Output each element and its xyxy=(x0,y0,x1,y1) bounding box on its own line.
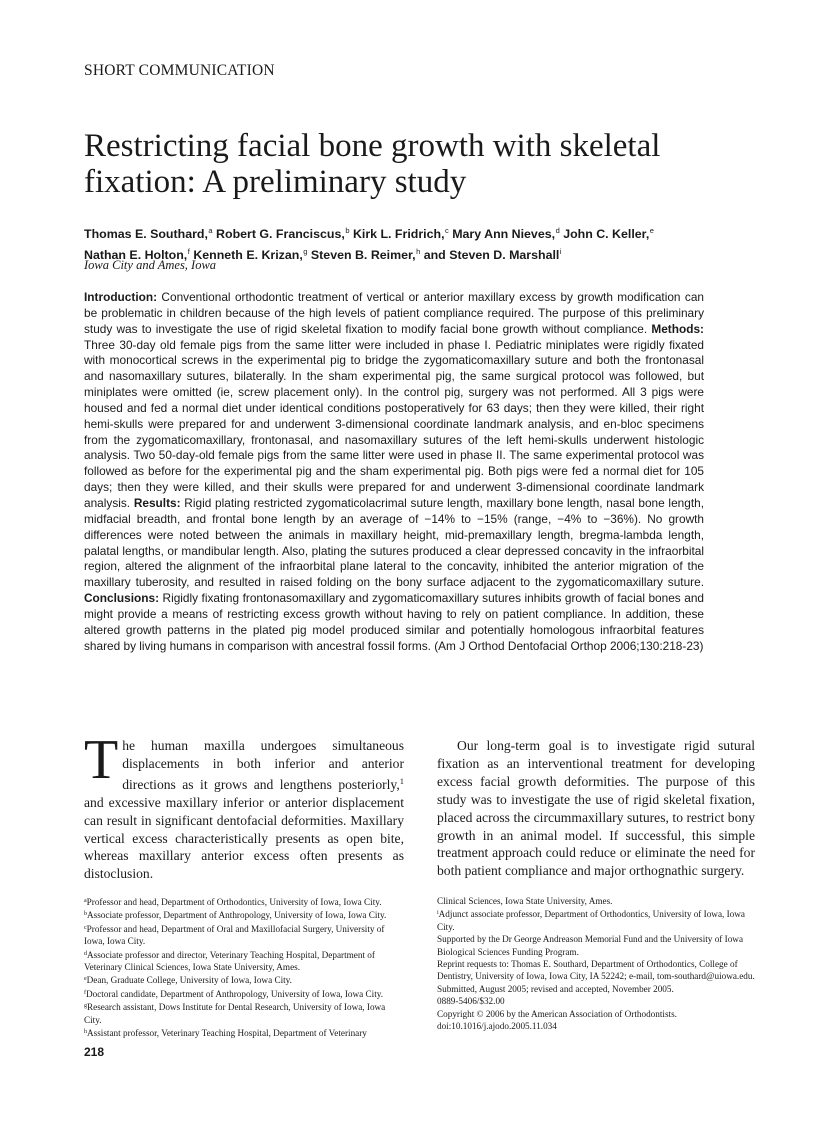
footnote: $^f$Doctoral candidate, Department of Anthropology, University of Iowa, Iowa City. xyxy=(84,988,384,999)
methods-label: Methods: xyxy=(651,321,704,336)
author: Nathan E. Holton,$^f$ xyxy=(84,247,190,262)
footnote: $^c$Professor and head, Department of Oral and Maxillofacial Surgery, University of Iowa, Iowa City. xyxy=(84,923,385,947)
footnote: Clinical Sciences, Iowa State University, Ames. xyxy=(437,896,613,906)
footnote: $^d$Associate professor and director, Veterinary Teaching Hospital, Department of Veterinary Clinical Sciences, Iowa State University, Ames. xyxy=(84,949,375,973)
author: John C. Keller,$^e$ xyxy=(563,226,654,241)
footnote: $^e$Dean, Graduate College, University of Iowa, Iowa City. xyxy=(84,975,292,986)
footnote: $^b$Associate professor, Department of Anthropology, University of Iowa, Iowa City. xyxy=(84,910,387,921)
page-number: 218 xyxy=(84,1045,105,1059)
author: Mary Ann Nieves,$^d$ xyxy=(452,226,560,241)
intro-text: Conventional orthodontic treatment of vertical or anterior maxillary excess by growth modification can be problematic in children because of the high levels of patient compliance required. The purpose of this preliminary study was to investigate the use of rigid skeletal fixation to modify facial bone growth without compliance. xyxy=(84,290,704,336)
author: Thomas E. Southard,$^a$ xyxy=(84,226,213,241)
drop-cap: T xyxy=(84,729,119,791)
footnote: $^h$Assistant professor, Veterinary Teaching Hospital, Department of Veterinary xyxy=(84,1028,367,1039)
body-text: he human maxilla undergoes simultaneous displacements in both inferior and anterior directions as it grows and lengthens posteriorly, xyxy=(122,738,404,792)
results-text: Rigid plating restricted zygomaticolacrimal suture length, maxillary bone length, nasal bone length, midfacial breadth, and frontal bone length by an average of −14% to −15% (range, −4% to −36%). No growth differences were noted between the animals in maxillary height, mid-premaxillary length, bregma-lambda length, palatal lengths, or mandibular length. Also, plating the sutures produced a clear depressed concavity in the infraorbital region, altered the alignment of the infraorbital plane lateral to the concavity, inhibited the anterior migration of the maxillary tuberosity, and resulted in raised folding on the bony surface adjacent to the zygomaticomaxillary suture. xyxy=(84,495,704,590)
section-label: SHORT COMMUNICATION xyxy=(84,62,275,79)
body-text: and excessive maxillary inferior or anterior displacement can result in significant dentofacial deformities. Maxillary vertical excess characteristically presents as open bite, whereas maxillary anterior excess often presents as distoclusion. xyxy=(84,794,404,882)
author: Kirk L. Fridrich,$^c$ xyxy=(352,226,449,241)
author: Kenneth E. Krizan,$^g$ xyxy=(193,247,308,262)
footnotes-left xyxy=(84,895,404,1039)
conclusions-label: Conclusions: xyxy=(84,591,160,606)
conclusions-text: Rigidly fixating frontonasomaxillary and zygomaticomaxillary sutures inhibits growth of facial bones and might provide a means of restricting excess growth without having to rely on patient compliance. In addition, these altered growth patterns in the plated pig model produced similar and potentially homologous infraorbital features shared by living humans in comparison with ancestral fossil forms. (Am J Orthod Dentofacial Orthop 2006;130:218-23) xyxy=(84,591,704,653)
footnote: $^i$Adjunct associate professor, Department of Orthodontics, University of Iowa, Iowa City. xyxy=(437,909,745,932)
body-column-right xyxy=(437,737,755,880)
abstract xyxy=(84,290,704,654)
body-column-left xyxy=(84,729,404,883)
results-label: Results: xyxy=(133,495,181,510)
footnote: $^a$Professor and head, Department of Orthodontics, University of Iowa, Iowa City. xyxy=(84,897,382,907)
reprint-note: Reprint requests to: Thomas E. Southard, Department of Orthodontics, College of Dentistry, University of Iowa, Iowa City, IA 52242; e-mail, tom-southard@uiowa.edu. xyxy=(437,959,755,982)
footnotes-right xyxy=(437,895,755,1032)
footnote: $^g$Research assistant, Dows Institute for Dental Research, University of Iowa, Iowa City. xyxy=(84,1002,386,1025)
methods-text: Three 30-day old female pigs from the same litter were included in phase I. Pediatric miniplates were rigidly fixated with monocortical screws in the experimental pig to bridge the zygomaticomaxillary suture and both the frontonasal and nasomaxillary sutures, bilaterally. In the sham experimental pig, the same surgical protocol was followed, but miniplates were omitted (ie, screw placement only). In the control pig, surgery was not performed. All 3 pigs were housed and fed a normal diet under identical conditions postoperatively for 63 days; then they were killed, their right hemi-skulls were prepared for and underwent 3-dimensional coordinate landmark analysis, and en-bloc specimens from the zygomaticomaxillary, frontonasal, and nasomaxillary sutures of the left hemi-skulls underwent histologic analysis. Two 50-day-old female pigs from the same litter were used in phase II. The same experimental protocol was followed as before for the experimental pig and the sham experimental pig. Both pigs were fed a normal diet for 105 days; then they were killed, and their skulls were prepared for and underwent 3-dimensional coordinate landmark analysis. xyxy=(84,337,704,510)
doi: doi:10.1016/j.ajodo.2005.11.034 xyxy=(437,1021,557,1032)
reference-mark: 1 xyxy=(399,775,404,786)
intro-label: Introduction: xyxy=(84,290,158,304)
body-text: Our long-term goal is to investigate rigid sutural fixation as an interventional treatment for developing excess facial growth deformities. The purpose of this study was to investigate the use of rigid skeletal fixation, placed across the circummaxillary sutures, to restrict bony growth in an animal model. If successful, this simple treatment approach could reduce or eliminate the need for both patient compliance and major orthognathic surgery. xyxy=(437,738,755,879)
funding-note: Supported by the Dr George Andreason Memorial Fund and the University of Iowa Biological Sciences Funding Program. xyxy=(437,934,744,957)
article-title: Restricting facial bone growth with skeletal fixation: A preliminary study xyxy=(84,128,661,200)
author: Steven B. Reimer,$^h$ xyxy=(310,247,421,262)
price-code: 0889-5406/$32.00 xyxy=(437,996,505,1007)
submission-note: Submitted, August 2005; revised and accepted, November 2005. xyxy=(437,983,674,994)
copyright: Copyright © 2006 by the American Association of Orthodontists. xyxy=(437,1008,677,1019)
author: and Steven D. Marshall$^i$ xyxy=(423,247,562,262)
affiliation: Iowa City and Ames, Iowa xyxy=(84,258,217,272)
author: Robert G. Franciscus,$^b$ xyxy=(216,226,350,241)
